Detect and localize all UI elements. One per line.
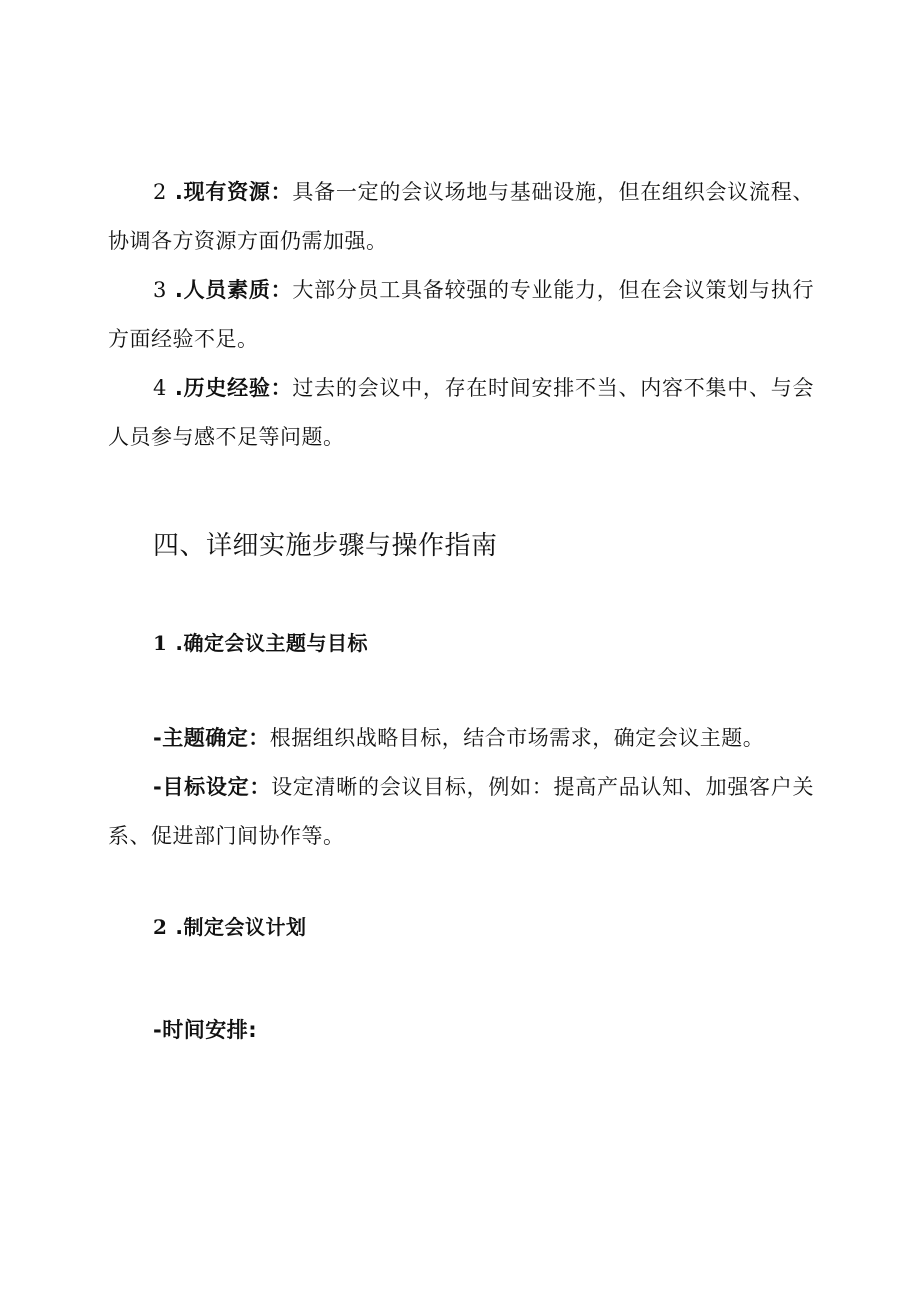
section-title: 四、详细实施步骤与操作指南: [153, 531, 498, 561]
status-item-personnel: [108, 266, 814, 364]
item-label: -时间安排:: [153, 1018, 258, 1042]
item-number: 4: [153, 376, 167, 400]
step-1-item-theme: [108, 714, 814, 763]
step-1-title: [153, 628, 368, 658]
step-number: 2: [153, 915, 168, 939]
status-item-history: [108, 364, 814, 462]
item-text: 设定清晰的会议目标，例如：提高产品认知、加强客户关系、促进部门间协作等。: [108, 775, 815, 848]
item-number: 2: [153, 180, 167, 204]
item-text: 过去的会议中，存在时间安排不当、内容不集中、与会人员参与感不足等问题。: [108, 376, 815, 449]
step-2-title: [153, 912, 307, 942]
item-label: -目标设定：: [153, 775, 272, 799]
item-text: 大部分员工具备较强的专业能力，但在会议策划与执行方面经验不足。: [108, 278, 815, 351]
item-number: 3: [153, 278, 167, 302]
item-label: .人员素质：: [174, 278, 293, 302]
status-item-resources: [108, 168, 814, 266]
item-label: -主题确定：: [153, 726, 270, 750]
step-2-item-schedule: [108, 1006, 814, 1055]
item-label: .历史经验：: [174, 376, 293, 400]
item-text: 根据组织战略目标，结合市场需求，确定会议主题。: [269, 726, 765, 750]
step-1-item-goal: [108, 763, 814, 861]
item-text: 具备一定的会议场地与基础设施，但在组织会议流程、协调各方资源方面仍需加强。: [108, 180, 815, 253]
step-title-text: .制定会议计划: [175, 915, 307, 939]
step-number: 1: [153, 631, 168, 655]
step-title-text: .确定会议主题与目标: [175, 631, 369, 655]
item-label: .现有资源：: [174, 180, 293, 204]
